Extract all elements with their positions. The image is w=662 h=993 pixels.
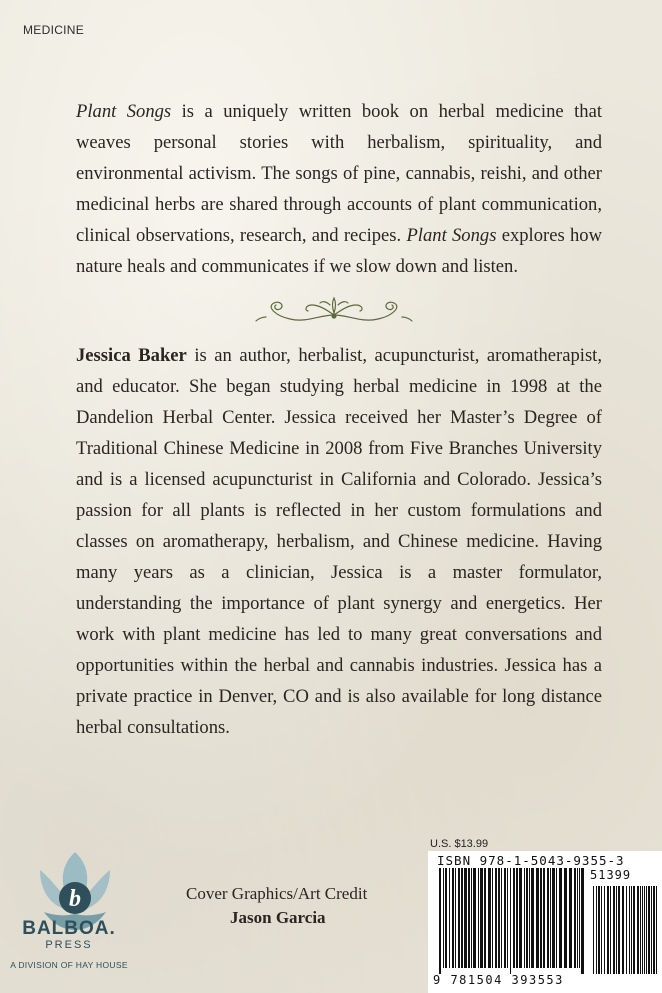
barcode-bar <box>526 868 528 968</box>
addon-bar <box>596 886 597 974</box>
addon-bar <box>598 886 600 974</box>
barcode-bar <box>461 868 463 968</box>
barcode-bar <box>547 868 549 968</box>
barcode-bar <box>536 868 539 968</box>
isbn-label: ISBN 978-1-5043-9355-3 <box>437 853 625 868</box>
barcode-bar <box>574 868 576 968</box>
barcode-bar <box>559 868 562 968</box>
barcode-bar <box>510 868 511 974</box>
barcode-bar <box>501 868 502 968</box>
barcode-bar <box>552 868 555 968</box>
addon-bar <box>613 886 615 974</box>
barcode-bar <box>569 868 572 968</box>
book-title: Plant Songs <box>76 101 172 122</box>
barcode-bar <box>529 868 530 968</box>
publisher-name: BALBOA. <box>22 918 116 939</box>
lotus-b-logo-icon <box>10 850 140 975</box>
barcode-bar <box>473 868 476 968</box>
addon-bar <box>631 886 632 974</box>
addon-bar <box>618 886 620 974</box>
barcode-bar <box>513 868 515 968</box>
barcode-bar <box>581 868 584 974</box>
addon-bar <box>633 886 635 974</box>
barcode-bar <box>488 868 491 968</box>
addon-bar <box>604 886 605 974</box>
author-name: Jessica Baker <box>76 345 187 366</box>
barcode-bar <box>464 868 467 968</box>
addon-bar <box>616 886 617 974</box>
barcode-bar <box>458 868 460 968</box>
addon-bar <box>656 886 657 974</box>
author-bio <box>76 340 602 743</box>
barcode-bar <box>577 868 578 968</box>
blurb-text: is a uniquely written book on herbal medicine that weaves personal stories with herbalism, spirituality, and environmental activism. The songs of pine, cannabis, reishi, and other medicinal herbs are shared through accounts of plant communication, clinical observations, research, and recipes. <box>76 101 602 246</box>
svg-text:b: b <box>69 886 81 912</box>
addon-bar <box>648 886 650 974</box>
price-label: U.S. $13.99 <box>430 838 489 850</box>
addon-bar <box>640 886 641 974</box>
barcode-bar <box>507 868 508 968</box>
barcode-bar <box>471 868 472 968</box>
barcode-bar <box>519 868 522 968</box>
addon-bar <box>601 886 602 974</box>
book-blurb <box>76 96 602 282</box>
credit-label: Cover Graphics/Art Credit <box>186 884 368 903</box>
barcode-bar <box>478 868 479 968</box>
barcode-bar <box>540 868 542 968</box>
addon-bar <box>646 886 647 974</box>
credit-name: Jason Garcia <box>230 908 326 927</box>
barcode-bar <box>531 868 534 968</box>
addon-bar <box>651 886 652 974</box>
barcode-bar <box>452 868 454 968</box>
barcode-bar <box>480 868 483 968</box>
blurb-text: explores how nature heals and communicates if we slow down and listen. <box>76 225 602 277</box>
bio-text: is an author, herbalist, acupuncturist, aromatherapist, and educator. She began studying herbal medicine in 1998 at the Dandelion Herbal Center. Jessica received her Master’s Degree of Traditional Chinese Medicine in 2008 from Five Branches University and is a licensed acupuncturist in California and Colorado. Jessica’s passion for all plants is reflected in her custom formulations and classes on aromatherapy, herbalism, and Chinese medicine. Having many years as a clinician, Jessica is a master formulator, understanding the importance of plant synergy and energetics. Her work with plant medicine has led to many great conversations and opportunities within the herbal and cannabis industries. Jessica has a private practice in Denver, CO and is also available for long distance herbal consultations. <box>76 345 602 738</box>
barcode-bar <box>468 868 470 968</box>
barcode-bar <box>556 868 557 968</box>
addon-bar <box>622 886 624 974</box>
barcode-bar <box>449 868 450 968</box>
barcode-bar <box>550 868 551 968</box>
flourish-icon <box>254 293 414 329</box>
addon-bar <box>637 886 639 974</box>
category-label: MEDICINE <box>23 23 85 37</box>
addon-bar <box>593 886 594 974</box>
addon-bar <box>644 886 645 974</box>
ean-digits: 9 781504 393553 <box>433 973 564 987</box>
publisher-press: PRESS <box>45 939 93 951</box>
addon-bar <box>610 886 611 974</box>
barcode-bar <box>439 868 441 974</box>
addon-digits: 51399 <box>590 868 632 882</box>
addon-bar <box>626 886 627 974</box>
barcode-bar <box>504 868 506 968</box>
barcode-bar <box>455 868 456 968</box>
barcode-bar <box>498 868 500 968</box>
publisher-division: A DIVISION OF HAY HOUSE <box>10 960 128 970</box>
barcode-bar <box>443 868 444 968</box>
addon-bar <box>653 886 655 974</box>
book-title: Plant Songs <box>406 225 497 246</box>
addon-bar <box>642 886 643 974</box>
addon-bar <box>629 886 630 974</box>
barcode-bar <box>484 868 486 968</box>
barcode-bar <box>524 868 525 968</box>
barcode-bar <box>564 868 567 968</box>
barcode-bar <box>516 868 518 968</box>
barcode-icon <box>437 868 659 978</box>
barcode-bar <box>543 868 545 968</box>
barcode-bar <box>492 868 493 968</box>
barcode-bar <box>445 868 447 968</box>
barcode-bar <box>579 868 580 968</box>
barcode-bar <box>495 868 497 968</box>
addon-bar <box>607 886 609 974</box>
